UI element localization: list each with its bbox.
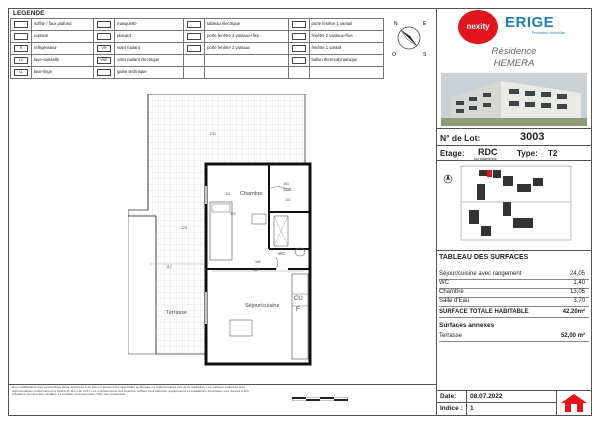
legend-symbol bbox=[94, 43, 115, 55]
legend-symbol bbox=[184, 55, 205, 67]
legend-symbol bbox=[94, 55, 115, 67]
surface-value: 24,05 bbox=[569, 271, 585, 277]
date-label: Date: bbox=[440, 393, 457, 400]
legend-label bbox=[205, 67, 288, 79]
surface-name: Salle d'Eau bbox=[439, 298, 470, 304]
erige-logo: ERIGE bbox=[505, 14, 555, 31]
legend-label: volet roulant bbox=[115, 43, 184, 55]
legend-title: LEGENDE bbox=[13, 10, 45, 17]
legend-label: cuisson bbox=[32, 31, 94, 43]
legend-symbol-icon bbox=[14, 33, 28, 40]
dim: 161 bbox=[283, 182, 289, 186]
legend-row bbox=[11, 19, 384, 31]
legend-label: soffite / faux plafond bbox=[32, 19, 94, 31]
legend-row bbox=[11, 55, 384, 67]
lot-value: 3003 bbox=[520, 131, 545, 143]
legend-label: fenêtre 2 vantaux+fixe bbox=[309, 31, 383, 43]
legend-label: gaine technique bbox=[115, 67, 184, 79]
legend-symbol-icon bbox=[292, 21, 306, 28]
surface-row bbox=[439, 271, 589, 280]
compass-icon bbox=[389, 18, 429, 58]
annexes-title: Surfaces annexes bbox=[439, 322, 495, 329]
dim: 487 bbox=[253, 268, 259, 272]
annex-name: Terrasse bbox=[439, 333, 463, 339]
annex-row bbox=[439, 333, 589, 342]
legend-symbol-icon bbox=[292, 45, 306, 52]
surface-value: 3,70 bbox=[573, 298, 585, 304]
legend-symbol bbox=[94, 19, 115, 31]
legend-symbol-icon bbox=[187, 33, 201, 40]
surface-row bbox=[439, 280, 589, 289]
etage-sub: sur platelorme bbox=[474, 157, 497, 161]
legend-row bbox=[11, 67, 384, 79]
legend-symbol-icon: LL bbox=[14, 69, 28, 76]
label-sde: SdE bbox=[283, 187, 292, 192]
divider bbox=[436, 128, 592, 129]
dim: 117 bbox=[166, 265, 172, 269]
legend-symbol bbox=[94, 67, 115, 79]
legend-label: ballon thermodynamique bbox=[309, 55, 383, 67]
label-wc: WC bbox=[278, 251, 286, 256]
legend-label: porte fenêtre 1 vantail bbox=[309, 19, 383, 31]
label-chambre: Chambre bbox=[240, 191, 263, 197]
residence-name: HEMERA bbox=[493, 58, 535, 69]
label-cu: CU bbox=[294, 296, 303, 302]
legend-symbol-icon bbox=[292, 57, 306, 64]
legend-symbol bbox=[288, 43, 309, 55]
compass-o: O bbox=[392, 52, 396, 58]
surface-value: 1,40 bbox=[573, 280, 585, 286]
legend-label: placard bbox=[115, 31, 184, 43]
legend-symbol bbox=[11, 19, 32, 31]
dim: 160 bbox=[255, 260, 261, 264]
surface-name: WC bbox=[439, 280, 449, 286]
legend bbox=[10, 10, 384, 75]
legend-label bbox=[309, 67, 383, 79]
surface-value: 13,05 bbox=[569, 289, 585, 295]
compass-e: E bbox=[423, 21, 427, 27]
legend-label: porte fenêtre 2 vantaux+fixe bbox=[205, 31, 288, 43]
compass-n: N bbox=[394, 21, 398, 27]
etage-value: RDC bbox=[478, 147, 498, 157]
dim: 372 bbox=[230, 212, 236, 216]
legend-symbol bbox=[94, 31, 115, 43]
legend-symbol bbox=[288, 55, 309, 67]
building-render bbox=[441, 73, 587, 126]
floor-plan bbox=[128, 94, 438, 384]
legend-table bbox=[10, 18, 384, 79]
legend-symbol-icon bbox=[187, 21, 201, 28]
compass-s: S bbox=[423, 52, 427, 58]
divider bbox=[436, 250, 592, 251]
legend-symbol bbox=[11, 31, 32, 43]
residence-label: Résidence bbox=[491, 46, 537, 57]
legend-symbol bbox=[184, 31, 205, 43]
legend-symbol bbox=[184, 19, 205, 31]
legend-label: lave-linge bbox=[32, 67, 94, 79]
legend-label: porte fenêtre 2 vantaux bbox=[205, 43, 288, 55]
legend-label: fenêtre 1 vantail bbox=[309, 43, 383, 55]
legend-symbol-icon bbox=[97, 33, 111, 40]
lot-label: N° de Lot: bbox=[440, 133, 481, 143]
legend-symbol bbox=[288, 31, 309, 43]
divider bbox=[436, 402, 556, 403]
surface-row bbox=[439, 289, 589, 298]
legend-label: volet roulant électrique bbox=[115, 55, 184, 67]
dim: 124 bbox=[181, 226, 187, 230]
legend-symbol-icon: VR bbox=[97, 45, 111, 52]
legend-symbol bbox=[288, 19, 309, 31]
divider bbox=[556, 390, 557, 416]
annex-value: 52,00 m² bbox=[560, 333, 585, 339]
legend-label bbox=[205, 55, 288, 67]
type-label: Type: bbox=[517, 149, 538, 158]
erige-subtitle: Promoteur Immobilier bbox=[532, 31, 566, 35]
dim: 311 bbox=[225, 192, 231, 196]
divider bbox=[436, 160, 592, 161]
surface-total-value: 42.20m² bbox=[562, 309, 585, 315]
legend-symbol bbox=[184, 43, 205, 55]
label-sejour: Séjour/cuisine bbox=[245, 303, 280, 309]
legend-symbol bbox=[11, 43, 32, 55]
surface-row bbox=[439, 298, 589, 307]
legend-symbol-icon: LV bbox=[14, 57, 28, 64]
legend-symbol bbox=[11, 67, 32, 79]
site-keymap bbox=[441, 162, 587, 247]
surface-total-label: SURFACE TOTALE HABITABLE bbox=[439, 309, 529, 315]
surface-name: Séjour/cuisine avec rangement bbox=[439, 271, 522, 277]
surfaces-title: TABLEAU DES SURFACES bbox=[439, 254, 529, 261]
nexity-logo: nexity bbox=[458, 10, 498, 44]
label-terrasse: Terrasse bbox=[166, 310, 188, 316]
divider bbox=[436, 145, 592, 146]
date-value: 08.07.2022 bbox=[470, 393, 503, 400]
legend-symbol-icon: VRE bbox=[97, 57, 111, 64]
index-value: 1 bbox=[470, 405, 474, 412]
legend-label: tableau électrique bbox=[205, 19, 288, 31]
legend-symbol bbox=[11, 55, 32, 67]
surface-name: Chambre bbox=[439, 289, 464, 295]
legend-label: masquette bbox=[115, 19, 184, 31]
dim: 151 bbox=[285, 198, 291, 202]
disclaimer-note: Des modifications sont susceptibles d'être apportées à ce plan en fonction des nécessités techniques ou réglementaires lors de la réalisation. Les surfaces indiquées sont approximatives conformément à l'article R.111-2 du CCH. Les emplacements des fenêtres, soffites, faux plafonds, équipements et installations électriques sont donnés à titre indicatif et peuvent être modifiés. Le mobilier n'est pas fourni. Plan non contractuel. bbox=[12, 385, 249, 396]
erige-emblem-icon bbox=[560, 393, 588, 413]
surface-total-row bbox=[439, 309, 589, 318]
legend-label: réfrigérateur bbox=[32, 43, 94, 55]
legend-symbol bbox=[184, 67, 205, 79]
legend-symbol-icon bbox=[292, 33, 306, 40]
legend-symbol-icon: R bbox=[14, 45, 28, 52]
type-value: T2 bbox=[548, 149, 558, 158]
legend-label: lave-vaisselle bbox=[32, 55, 94, 67]
legend-row bbox=[11, 31, 384, 43]
scale-bar bbox=[292, 397, 348, 401]
label-f: F bbox=[296, 307, 300, 313]
dim: 231 bbox=[210, 132, 216, 136]
etage-label: Etage: bbox=[440, 149, 465, 158]
legend-symbol-icon bbox=[14, 21, 28, 28]
legend-symbol-icon bbox=[187, 45, 201, 52]
divider bbox=[466, 390, 467, 416]
legend-symbol bbox=[288, 67, 309, 79]
legend-symbol-icon bbox=[97, 21, 111, 28]
legend-symbol-icon bbox=[97, 69, 111, 76]
divider bbox=[436, 390, 592, 391]
legend-row bbox=[11, 43, 384, 55]
index-label: Indice : bbox=[440, 405, 463, 412]
